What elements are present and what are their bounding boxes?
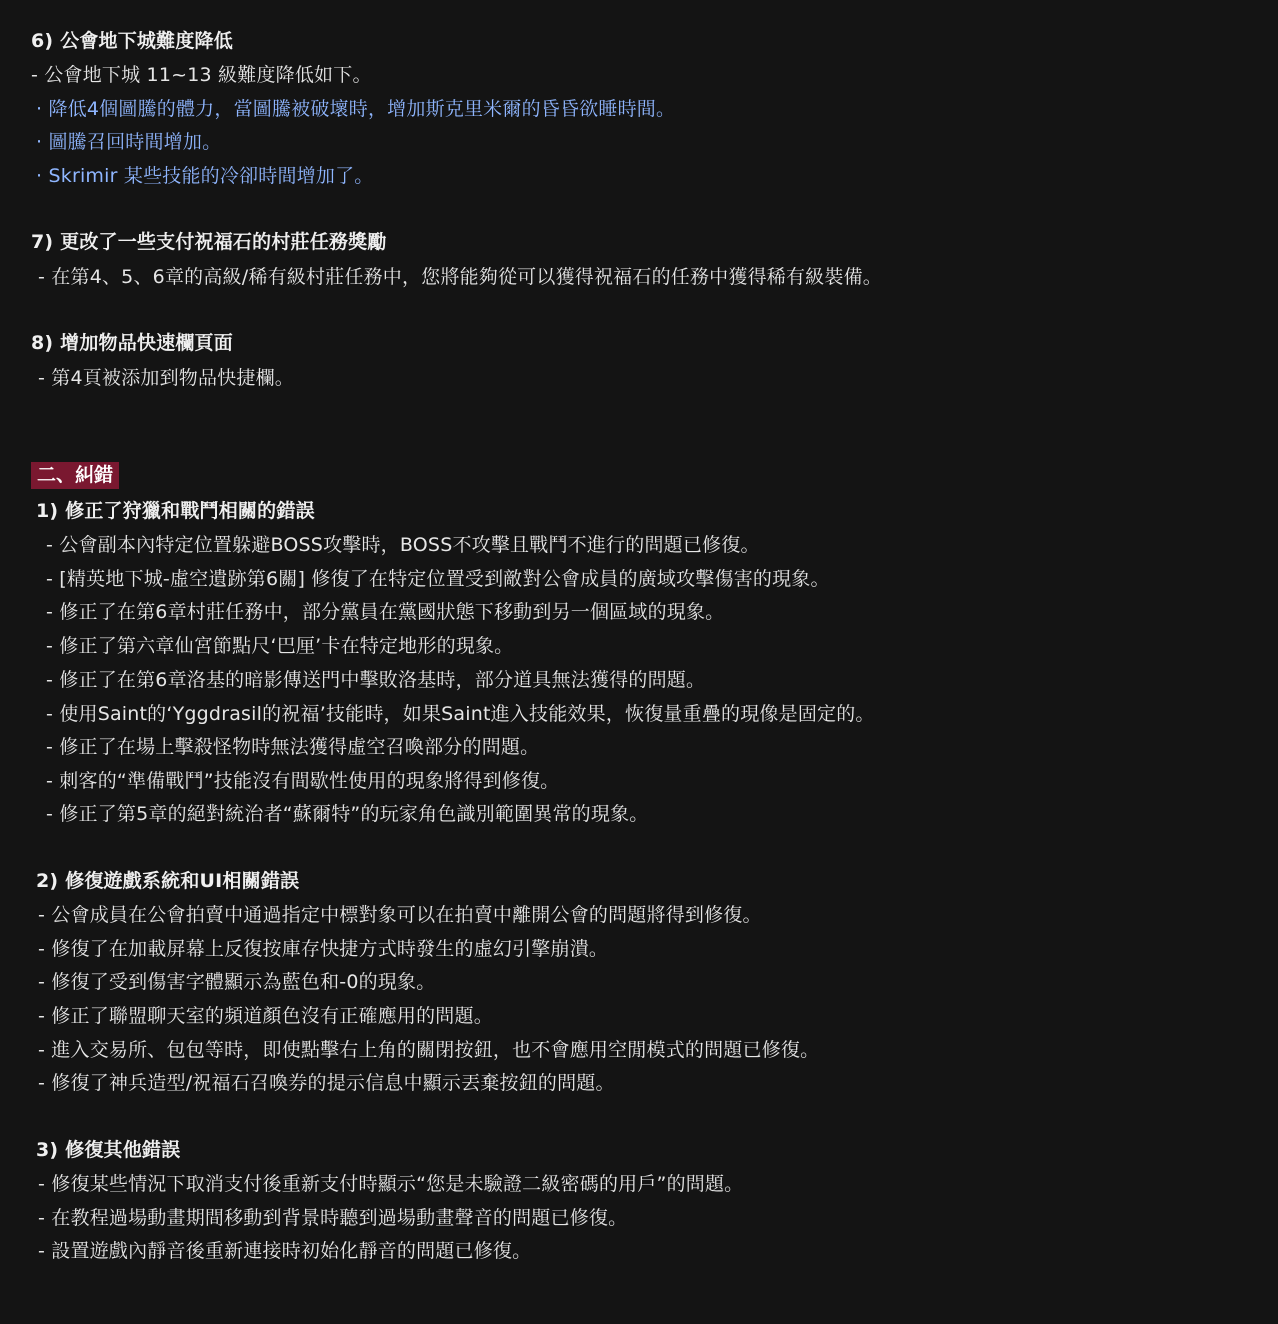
section-6-item: · 圖騰召回時間增加。 — [36, 131, 222, 153]
bugfix-sub3-item: - 設置遊戲內靜音後重新連接時初始化靜音的問題已修復。 — [38, 1240, 532, 1262]
bugfix-sub1-item: - 修正了第5章的絕對統治者“蘇爾特”的玩家角色識別範圍異常的現象。 — [46, 803, 649, 825]
section-7-item: - 在第4、5、6章的高級/稀有級村莊任務中，您將能夠從可以獲得祝福石的任務中獲得稀有級裝備。 — [38, 266, 882, 288]
bugfix-sub1-title: 1) 修正了狩獵和戰鬥相關的錯誤 — [36, 500, 315, 522]
bugfix-sub1-item: - 使用Saint的‘Yggdrasil的祝福’技能時，如果Saint進入技能效果，恢復量重疊的現像是固定的。 — [46, 703, 875, 725]
bugfix-sub2-item: - 公會成員在公會拍賣中通過指定中標對象可以在拍賣中離開公會的問題將得到修復。 — [38, 904, 762, 926]
bugfix-sub2-item: - 修復了在加載屏幕上反復按庫存快捷方式時發生的虛幻引擎崩潰。 — [38, 938, 609, 960]
section-6-title: 6) 公會地下城難度降低 — [31, 30, 233, 52]
bugfix-sub2-item: - 修復了神兵造型/祝福石召喚券的提示信息中顯示丟棄按鈕的問題。 — [38, 1072, 615, 1094]
section-7-title: 7) 更改了一些支付祝福石的村莊任務獎勵 — [31, 231, 387, 253]
bugfix-sub1-item: - 修正了在第6章村莊任務中，部分黨員在黨國狀態下移動到另一個區域的現象。 — [46, 601, 725, 623]
bugfix-sub2-title: 2) 修復遊戲系統和UI相關錯誤 — [36, 870, 300, 892]
bugfix-banner: 二、糾錯 — [31, 462, 119, 489]
bugfix-sub2-item: - 修正了聯盟聊天室的頻道顏色沒有正確應用的問題。 — [38, 1005, 493, 1027]
section-6-item: · 降低4個圖騰的體力，當圖騰被破壞時，增加斯克里米爾的昏昏欲睡時間。 — [36, 98, 676, 120]
bugfix-sub1-item: - 修正了第六章仙宮節點尺‘巴厘’卡在特定地形的現象。 — [46, 635, 514, 657]
section-8-title: 8) 增加物品快速欄頁面 — [31, 332, 233, 354]
bugfix-sub3-item: - 在教程過場動畫期間移動到背景時聽到過場動畫聲音的問題已修復。 — [38, 1207, 628, 1229]
bugfix-sub3-item: - 修復某些情況下取消支付後重新支付時顯示“您是未驗證二級密碼的用戶”的問題。 — [38, 1173, 744, 1195]
bugfix-sub1-item: - 修正了在第6章洛基的暗影傳送門中擊敗洛基時，部分道具無法獲得的問題。 — [46, 669, 706, 691]
bugfix-sub2-item: - 進入交易所、包包等時，即使點擊右上角的關閉按鈕，也不會應用空閒模式的問題已修復。 — [38, 1039, 820, 1061]
section-6-intro: - 公會地下城 11~13 級難度降低如下。 — [31, 64, 372, 86]
section-8-item: - 第4頁被添加到物品快捷欄。 — [38, 367, 294, 389]
bugfix-sub1-item: - 刺客的“準備戰鬥”技能沒有間歇性使用的現象將得到修復。 — [46, 770, 560, 792]
section-6-item: · Skrimir 某些技能的冷卻時間增加了。 — [36, 165, 374, 187]
bugfix-sub3-title: 3) 修復其他錯誤 — [36, 1139, 181, 1161]
bugfix-sub1-item: - 公會副本內特定位置躲避BOSS攻擊時，BOSS不攻擊且戰鬥不進行的問題已修復。 — [46, 534, 760, 556]
bugfix-sub2-item: - 修復了受到傷害字體顯示為藍色和-0的現象。 — [38, 971, 436, 993]
bugfix-sub1-item: - [精英地下城-虛空遺跡第6關] 修復了在特定位置受到敵對公會成員的廣域攻擊傷害的現象。 — [46, 568, 830, 590]
bugfix-sub1-item: - 修正了在場上擊殺怪物時無法獲得虛空召喚部分的問題。 — [46, 736, 540, 758]
